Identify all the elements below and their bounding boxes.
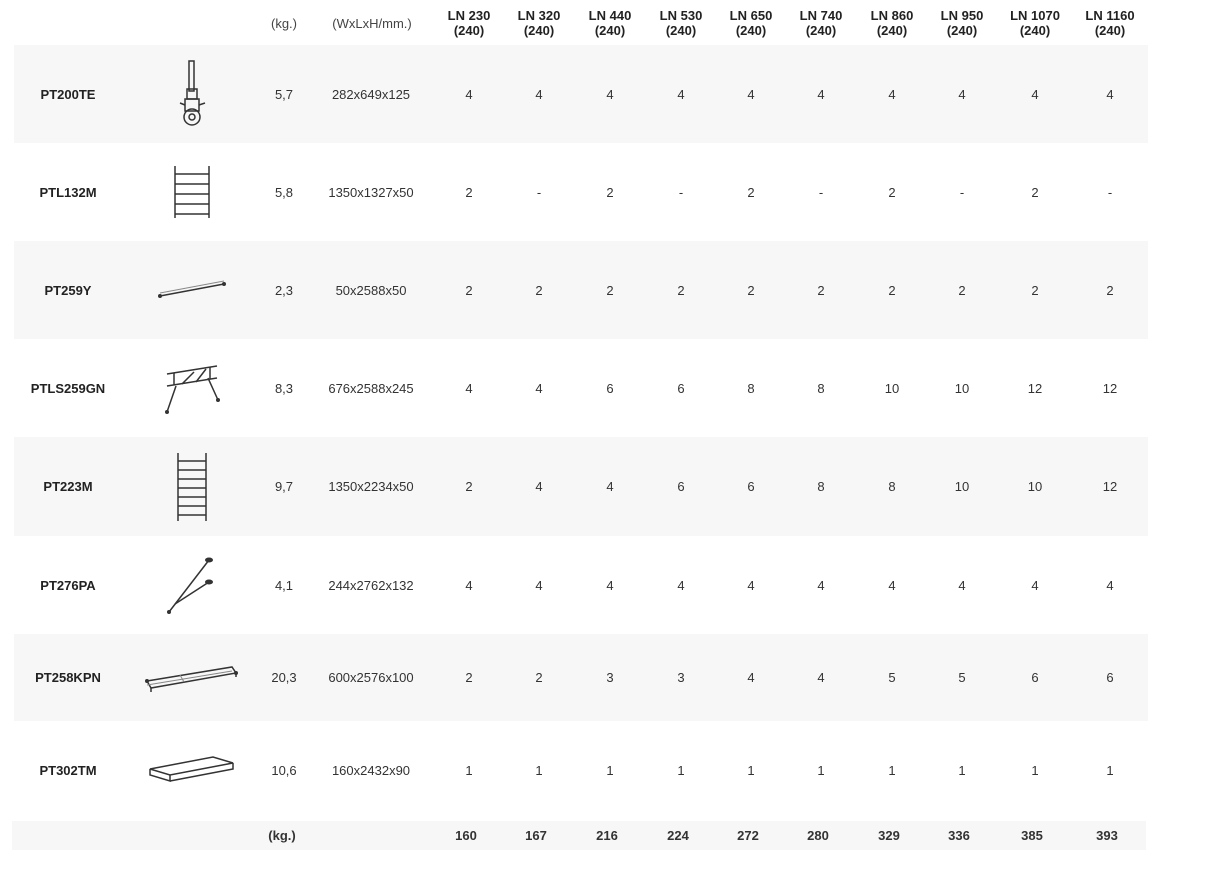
part-code: PT258KPN xyxy=(35,670,101,685)
quantity-cell: 4 xyxy=(817,577,825,593)
quantity-cell: 1 xyxy=(1106,762,1114,778)
part-code: PT302TM xyxy=(39,762,97,778)
model-name: LN 950 xyxy=(940,8,984,23)
quantity-cell: 2 xyxy=(465,670,473,685)
quantity-cell: 4 xyxy=(606,577,614,593)
model-name: LN 320 xyxy=(517,8,561,23)
quantity-cell: 4 xyxy=(535,479,543,494)
quantity-cell: 1 xyxy=(1031,762,1039,778)
quantity-cell: 6 xyxy=(677,479,685,494)
model-name: LN 740 xyxy=(799,8,843,23)
part-code: PT276PA xyxy=(40,577,96,593)
quantity-cell: 10 xyxy=(954,479,970,494)
model-name: LN 650 xyxy=(729,8,773,23)
part-code: PT200TE xyxy=(40,86,96,102)
quantity-cell: 2 xyxy=(465,282,473,298)
part-code: PT223M xyxy=(43,479,93,494)
table-row xyxy=(14,339,1148,437)
quantity-cell: 2 xyxy=(465,184,473,200)
totals-unit-label: (kg.) xyxy=(268,828,296,843)
quantity-cell: 3 xyxy=(606,670,614,685)
quantity-cell: 1 xyxy=(747,762,755,778)
quantity-cell: 12 xyxy=(1027,380,1043,396)
part-dimensions: 282x649x125 xyxy=(331,86,411,102)
model-size: (240) xyxy=(523,23,555,38)
model-column-header xyxy=(930,8,994,38)
table-row xyxy=(14,143,1148,241)
model-column-header xyxy=(789,8,853,38)
parts-table xyxy=(14,45,1148,819)
quantity-cell: 2 xyxy=(465,479,473,494)
part-dimensions: 1350x2234x50 xyxy=(328,479,414,494)
quantity-cell: - xyxy=(959,184,965,200)
quantity-cell: 2 xyxy=(1031,184,1039,200)
model-column-header xyxy=(1078,8,1142,38)
part-weight: 9,7 xyxy=(274,479,294,494)
total-weight-cell: 336 xyxy=(948,828,970,843)
guardrail-frame-icon xyxy=(142,339,242,437)
quantity-cell: 1 xyxy=(677,762,685,778)
quantity-cell: 1 xyxy=(465,762,473,778)
part-weight: 4,1 xyxy=(274,577,294,593)
part-code: PTL132M xyxy=(39,184,97,200)
model-size: (240) xyxy=(805,23,837,38)
quantity-cell: 2 xyxy=(747,282,755,298)
quantity-cell: 6 xyxy=(677,380,685,396)
totals-row xyxy=(12,821,1146,850)
model-name: LN 530 xyxy=(659,8,703,23)
quantity-cell: 5 xyxy=(958,670,966,685)
part-dimensions: 160x2432x90 xyxy=(331,762,411,778)
total-weight-cell: 272 xyxy=(737,828,759,843)
table-row xyxy=(14,45,1148,143)
total-weight-cell: 280 xyxy=(807,828,829,843)
quantity-cell: 2 xyxy=(817,282,825,298)
quantity-cell: 4 xyxy=(606,86,614,102)
quantity-cell: 4 xyxy=(888,577,896,593)
quantity-cell: 4 xyxy=(1031,577,1039,593)
table-header xyxy=(0,0,1215,46)
stabilizer-outrigger-icon xyxy=(142,536,242,634)
quantity-cell: 1 xyxy=(606,762,614,778)
part-weight: 5,8 xyxy=(274,184,294,200)
model-name: LN 1160 xyxy=(1085,8,1135,23)
quantity-cell: 2 xyxy=(535,282,543,298)
quantity-cell: 8 xyxy=(747,380,755,396)
model-size: (240) xyxy=(1094,23,1126,38)
dimensions-unit-header: (WxLxH/mm.) xyxy=(332,16,412,31)
table-row xyxy=(14,536,1148,634)
table-row xyxy=(14,241,1148,339)
model-size: (240) xyxy=(594,23,626,38)
toe-board-icon xyxy=(142,721,242,819)
total-weight-cell: 385 xyxy=(1021,828,1043,843)
quantity-cell: 4 xyxy=(465,380,473,396)
quantity-cell: 6 xyxy=(1031,670,1039,685)
model-name: LN 230 xyxy=(447,8,491,23)
quantity-cell: 4 xyxy=(535,86,543,102)
quantity-cell: 1 xyxy=(817,762,825,778)
model-column-header xyxy=(507,8,571,38)
part-weight: 2,3 xyxy=(274,282,294,298)
quantity-cell: 10 xyxy=(1027,479,1043,494)
quantity-cell: 4 xyxy=(465,577,473,593)
part-dimensions: 676x2588x245 xyxy=(328,380,414,396)
quantity-cell: 2 xyxy=(1031,282,1039,298)
quantity-cell: 2 xyxy=(747,184,755,200)
part-dimensions: 1350x1327x50 xyxy=(328,184,414,200)
table-row xyxy=(14,634,1148,721)
model-size: (240) xyxy=(946,23,978,38)
quantity-cell: 2 xyxy=(606,282,614,298)
short-ladder-frame-icon xyxy=(142,143,242,241)
part-weight: 10,6 xyxy=(271,762,297,778)
quantity-cell: 5 xyxy=(888,670,896,685)
part-dimensions: 600x2576x100 xyxy=(328,670,414,685)
model-column-header xyxy=(649,8,713,38)
model-column-header xyxy=(578,8,642,38)
quantity-cell: 2 xyxy=(888,282,896,298)
part-dimensions: 50x2588x50 xyxy=(335,282,407,298)
weight-unit-header: (kg.) xyxy=(271,16,297,31)
quantity-cell: 12 xyxy=(1102,380,1118,396)
quantity-cell: 4 xyxy=(535,380,543,396)
model-column-header xyxy=(1003,8,1067,38)
quantity-cell: 2 xyxy=(958,282,966,298)
part-code: PTLS259GN xyxy=(30,380,106,396)
quantity-cell: 4 xyxy=(1031,86,1039,102)
quantity-cell: 1 xyxy=(958,762,966,778)
model-size: (240) xyxy=(876,23,908,38)
quantity-cell: 4 xyxy=(747,670,755,685)
quantity-cell: 4 xyxy=(958,577,966,593)
quantity-cell: 1 xyxy=(535,762,543,778)
caster-wheel-icon xyxy=(142,45,242,143)
total-weight-cell: 329 xyxy=(878,828,900,843)
quantity-cell: 4 xyxy=(747,577,755,593)
horizontal-brace-icon xyxy=(142,241,242,339)
part-dimensions: 244x2762x132 xyxy=(328,577,414,593)
quantity-cell: 4 xyxy=(888,86,896,102)
quantity-cell: 10 xyxy=(954,380,970,396)
quantity-cell: 3 xyxy=(677,670,685,685)
model-column-header xyxy=(719,8,783,38)
quantity-cell: 4 xyxy=(465,86,473,102)
model-name: LN 860 xyxy=(870,8,914,23)
quantity-cell: 4 xyxy=(1106,86,1114,102)
model-column-header xyxy=(860,8,924,38)
part-weight: 5,7 xyxy=(274,86,294,102)
total-weight-cell: 167 xyxy=(525,828,547,843)
quantity-cell: 8 xyxy=(888,479,896,494)
model-name: LN 440 xyxy=(588,8,632,23)
quantity-cell: 4 xyxy=(817,86,825,102)
quantity-cell: 10 xyxy=(884,380,900,396)
tall-ladder-frame-icon xyxy=(142,437,242,536)
quantity-cell: - xyxy=(678,184,684,200)
part-weight: 8,3 xyxy=(274,380,294,396)
model-column-header xyxy=(437,8,501,38)
total-weight-cell: 393 xyxy=(1096,828,1118,843)
quantity-cell: 4 xyxy=(677,577,685,593)
quantity-cell: 4 xyxy=(535,577,543,593)
quantity-cell: 4 xyxy=(958,86,966,102)
quantity-cell: 6 xyxy=(747,479,755,494)
quantity-cell: 1 xyxy=(888,762,896,778)
quantity-cell: 2 xyxy=(535,670,543,685)
model-size: (240) xyxy=(735,23,767,38)
quantity-cell: 2 xyxy=(606,184,614,200)
quantity-cell: - xyxy=(1107,184,1113,200)
quantity-cell: - xyxy=(818,184,824,200)
total-weight-cell: 224 xyxy=(667,828,689,843)
quantity-cell: 8 xyxy=(817,380,825,396)
model-size: (240) xyxy=(665,23,697,38)
part-code: PT259Y xyxy=(44,282,92,298)
quantity-cell: 2 xyxy=(677,282,685,298)
table-row xyxy=(14,721,1148,819)
quantity-cell: 8 xyxy=(817,479,825,494)
quantity-cell: 12 xyxy=(1102,479,1118,494)
quantity-cell: 4 xyxy=(747,86,755,102)
quantity-cell: 4 xyxy=(817,670,825,685)
table-row xyxy=(14,437,1148,536)
quantity-cell: 4 xyxy=(1106,577,1114,593)
platform-deck-icon xyxy=(142,634,242,721)
total-weight-cell: 216 xyxy=(596,828,618,843)
quantity-cell: 6 xyxy=(1106,670,1114,685)
total-weight-cell: 160 xyxy=(455,828,477,843)
quantity-cell: 4 xyxy=(677,86,685,102)
quantity-cell: - xyxy=(536,184,542,200)
quantity-cell: 2 xyxy=(888,184,896,200)
quantity-cell: 6 xyxy=(606,380,614,396)
model-size: (240) xyxy=(1019,23,1051,38)
model-name: LN 1070 xyxy=(1010,8,1060,23)
part-weight: 20,3 xyxy=(271,670,297,685)
quantity-cell: 4 xyxy=(606,479,614,494)
quantity-cell: 2 xyxy=(1106,282,1114,298)
model-size: (240) xyxy=(453,23,485,38)
